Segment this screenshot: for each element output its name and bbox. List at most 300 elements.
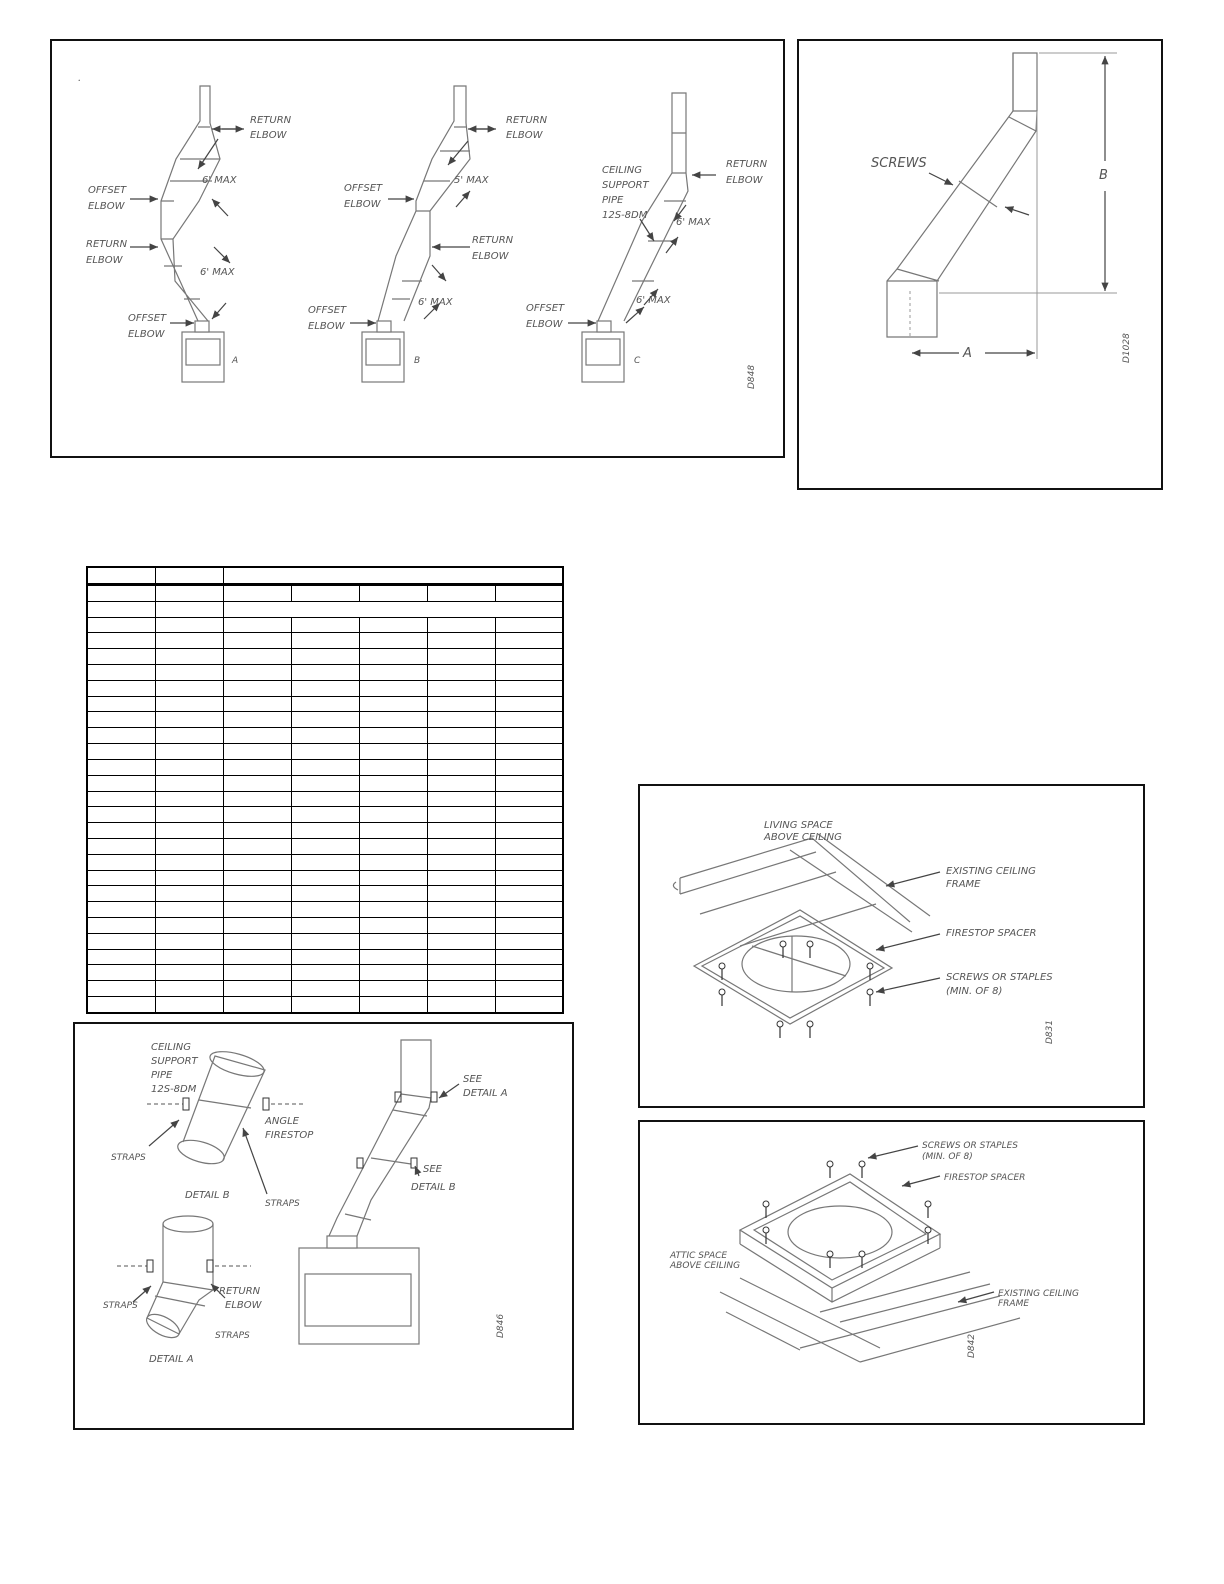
table-cell xyxy=(427,854,495,870)
table-cell xyxy=(495,728,563,744)
table-row xyxy=(87,584,563,601)
table-cell xyxy=(359,918,427,934)
label-detail-b: DETAIL B xyxy=(185,1190,230,1201)
table-cell xyxy=(359,965,427,981)
table-cell xyxy=(427,728,495,744)
label-existing-frame-living: EXISTING CEILING xyxy=(946,866,1036,877)
table-cell xyxy=(223,807,291,823)
table-cell xyxy=(291,918,359,934)
table-cell xyxy=(155,617,223,633)
table-cell xyxy=(495,918,563,934)
table-cell xyxy=(87,633,155,649)
label-firestop-spacer-attic: FIRESTOP SPACER xyxy=(944,1173,1026,1183)
config-b xyxy=(308,86,548,382)
table-cell xyxy=(359,854,427,870)
table-cell xyxy=(359,744,427,760)
table-cell xyxy=(359,696,427,712)
label-offset-elbow-c: OFFSET xyxy=(526,303,565,314)
table-row xyxy=(87,775,563,791)
table-cell xyxy=(291,854,359,870)
label-existing-frame-attic: EXISTING CEILING xyxy=(998,1289,1079,1299)
table-cell xyxy=(223,918,291,934)
table-row xyxy=(87,680,563,696)
label-six-max-b: 6' MAX xyxy=(418,297,453,308)
table-cell xyxy=(291,680,359,696)
table-cell xyxy=(495,665,563,681)
svg-text:FRAME: FRAME xyxy=(946,879,981,890)
table-cell xyxy=(155,870,223,886)
offset-dims-svg xyxy=(799,41,1165,492)
label-return-elbow-c: RETURN xyxy=(726,159,768,170)
table-cell xyxy=(155,902,223,918)
table-cell xyxy=(87,886,155,902)
table-cell xyxy=(495,791,563,807)
table-cell xyxy=(87,601,155,617)
svg-text:DETAIL B: DETAIL B xyxy=(411,1182,456,1193)
table-cell xyxy=(359,759,427,775)
table-cell xyxy=(291,807,359,823)
table-cell xyxy=(359,886,427,902)
figure-firestop-attic xyxy=(638,1120,1145,1425)
table-cell xyxy=(87,680,155,696)
label-six-max-c-top: 6' MAX xyxy=(676,217,711,228)
label-return-elbow-b-mid: RETURN xyxy=(472,235,514,246)
table-cell xyxy=(427,744,495,760)
table-cell xyxy=(155,823,223,839)
svg-text:12S-8DM: 12S-8DM xyxy=(602,210,648,221)
table-cell xyxy=(359,649,427,665)
label-config-b: B xyxy=(414,356,421,366)
table-cell xyxy=(155,949,223,965)
svg-text:ABOVE CEILING: ABOVE CEILING xyxy=(764,832,842,843)
table-cell xyxy=(359,633,427,649)
label-screws-attic: SCREWS OR STAPLES xyxy=(922,1141,1018,1151)
table-cell xyxy=(223,649,291,665)
table-cell xyxy=(495,886,563,902)
table-cell xyxy=(223,870,291,886)
label-ceiling-support-detail: CEILING xyxy=(151,1042,191,1053)
table-cell xyxy=(291,823,359,839)
svg-text:ELBOW: ELBOW xyxy=(344,199,381,210)
table-cell xyxy=(155,918,223,934)
table-row xyxy=(87,981,563,997)
table-cell xyxy=(359,823,427,839)
table-cell xyxy=(495,617,563,633)
table-cell xyxy=(291,902,359,918)
table-row xyxy=(87,728,563,744)
table-cell xyxy=(291,744,359,760)
table-cell xyxy=(223,854,291,870)
offset-diagram-svg xyxy=(52,41,787,460)
table-cell xyxy=(223,981,291,997)
table-cell xyxy=(427,981,495,997)
table-cell xyxy=(87,933,155,949)
label-living-space: LIVING SPACE xyxy=(764,820,833,831)
table-cell xyxy=(223,680,291,696)
table-cell xyxy=(155,633,223,649)
table-cell xyxy=(223,823,291,839)
label-straps-a-right: STRAPS xyxy=(215,1331,250,1341)
table-cell xyxy=(495,744,563,760)
svg-text:ELBOW: ELBOW xyxy=(88,201,125,212)
table-row xyxy=(87,997,563,1013)
table-cell xyxy=(87,949,155,965)
label-dim-b: B xyxy=(1099,168,1108,183)
table-cell xyxy=(223,791,291,807)
table-cell xyxy=(223,728,291,744)
table-cell xyxy=(495,870,563,886)
table-row xyxy=(87,567,563,584)
table-cell xyxy=(87,649,155,665)
table-cell xyxy=(155,649,223,665)
label-return-elbow-a-top: RETURN xyxy=(250,115,292,126)
table-cell xyxy=(427,680,495,696)
table-cell xyxy=(495,854,563,870)
table-row xyxy=(87,886,563,902)
table-cell xyxy=(427,997,495,1013)
table-cell xyxy=(495,584,563,601)
firestop-attic-svg xyxy=(640,1122,1147,1427)
svg-text:(MIN. OF 8): (MIN. OF 8) xyxy=(922,1152,973,1162)
svg-text:ELBOW: ELBOW xyxy=(472,251,509,262)
svg-text:SUPPORT: SUPPORT xyxy=(151,1056,198,1067)
table-cell xyxy=(427,791,495,807)
label-six-max-a-bottom: 6' MAX xyxy=(200,267,235,278)
table-cell xyxy=(223,838,291,854)
table-cell xyxy=(155,807,223,823)
table-cell xyxy=(495,633,563,649)
table-cell xyxy=(359,902,427,918)
table-row xyxy=(87,902,563,918)
table-cell xyxy=(291,775,359,791)
table-cell xyxy=(291,649,359,665)
code-d846: D846 xyxy=(496,1313,506,1338)
empty-data-table xyxy=(86,566,564,1014)
code-d1028: D1028 xyxy=(1122,333,1132,363)
table-row xyxy=(87,823,563,839)
table-cell xyxy=(495,838,563,854)
svg-text:ELBOW: ELBOW xyxy=(225,1300,262,1311)
table-cell xyxy=(87,728,155,744)
table-row xyxy=(87,870,563,886)
table-cell xyxy=(427,665,495,681)
table-row xyxy=(87,965,563,981)
table-cell xyxy=(359,807,427,823)
svg-text:ELBOW: ELBOW xyxy=(726,175,763,186)
table-cell xyxy=(495,712,563,728)
table-cell xyxy=(359,680,427,696)
table-row xyxy=(87,918,563,934)
figure-strap-details xyxy=(73,1022,574,1430)
table-cell xyxy=(291,965,359,981)
table-cell xyxy=(87,997,155,1013)
table-cell xyxy=(223,696,291,712)
label-five-max-b: 5' MAX xyxy=(454,175,489,186)
table-cell xyxy=(359,949,427,965)
table-cell xyxy=(155,933,223,949)
table-cell xyxy=(291,949,359,965)
label-offset-elbow-a-top: OFFSET xyxy=(88,185,127,196)
table-cell xyxy=(291,617,359,633)
table-cell xyxy=(427,649,495,665)
firestop-living-svg xyxy=(640,786,1147,1110)
svg-text:ELBOW: ELBOW xyxy=(86,255,123,266)
table-cell xyxy=(155,665,223,681)
table-row xyxy=(87,649,563,665)
table-cell xyxy=(427,807,495,823)
figure-firestop-living xyxy=(638,784,1145,1108)
table-cell xyxy=(87,712,155,728)
table-cell xyxy=(87,823,155,839)
table-cell xyxy=(291,665,359,681)
table-cell xyxy=(155,965,223,981)
table-cell xyxy=(427,886,495,902)
table-cell xyxy=(291,838,359,854)
table-cell xyxy=(291,886,359,902)
table-cell xyxy=(223,617,291,633)
table-cell xyxy=(359,838,427,854)
label-screws-living: SCREWS OR STAPLES xyxy=(946,972,1053,983)
table-cell xyxy=(87,791,155,807)
table-cell xyxy=(155,997,223,1013)
table-cell xyxy=(427,838,495,854)
table-cell xyxy=(427,823,495,839)
table-cell xyxy=(223,633,291,649)
table-cell xyxy=(155,886,223,902)
label-straps-b-left: STRAPS xyxy=(111,1153,146,1163)
table-cell xyxy=(87,567,155,584)
table-cell xyxy=(155,744,223,760)
table-row xyxy=(87,759,563,775)
table-cell xyxy=(223,997,291,1013)
table-cell xyxy=(359,728,427,744)
table-cell xyxy=(359,665,427,681)
svg-text:ELBOW: ELBOW xyxy=(308,321,345,332)
table-cell xyxy=(223,886,291,902)
table-cell xyxy=(87,838,155,854)
table-row xyxy=(87,933,563,949)
table-cell xyxy=(359,933,427,949)
label-screws: SCREWS xyxy=(871,156,927,171)
label-return-elbow-detail: RETURN xyxy=(219,1286,261,1297)
table-cell xyxy=(87,902,155,918)
table-cell xyxy=(359,997,427,1013)
table-cell xyxy=(155,601,223,617)
label-detail-a: DETAIL A xyxy=(149,1354,194,1365)
label-straps-b-right: STRAPS xyxy=(265,1199,300,1209)
table-cell xyxy=(291,584,359,601)
table-cell xyxy=(427,617,495,633)
table-cell xyxy=(155,728,223,744)
table-cell xyxy=(87,965,155,981)
svg-text:(MIN. OF 8): (MIN. OF 8) xyxy=(946,986,1003,997)
table-cell xyxy=(427,902,495,918)
detail-a xyxy=(103,1216,263,1365)
table-cell xyxy=(495,696,563,712)
svg-text:SUPPORT: SUPPORT xyxy=(602,180,649,191)
table-cell xyxy=(87,775,155,791)
svg-text:PIPE: PIPE xyxy=(602,195,624,206)
svg-text:12S-8DM: 12S-8DM xyxy=(151,1084,197,1095)
table-cell xyxy=(427,949,495,965)
table-cell xyxy=(427,918,495,934)
label-offset-elbow-b-bottom: OFFSET xyxy=(308,305,347,316)
label-return-elbow-a-mid: RETURN xyxy=(86,239,128,250)
table-cell xyxy=(87,854,155,870)
table-cell xyxy=(223,949,291,965)
table-cell xyxy=(291,728,359,744)
table-cell xyxy=(155,567,223,584)
table-cell xyxy=(291,981,359,997)
table-cell xyxy=(291,759,359,775)
table-cell xyxy=(359,617,427,633)
table-row xyxy=(87,665,563,681)
table-row xyxy=(87,854,563,870)
table-cell xyxy=(495,823,563,839)
table-cell xyxy=(495,997,563,1013)
label-firestop-spacer-living: FIRESTOP SPACER xyxy=(946,928,1037,939)
table-row xyxy=(87,601,563,617)
table-cell xyxy=(87,665,155,681)
table-cell xyxy=(223,965,291,981)
table-cell xyxy=(155,791,223,807)
table-cell xyxy=(495,807,563,823)
table-cell xyxy=(291,633,359,649)
table-cell xyxy=(359,981,427,997)
label-six-max-c-bottom: 6' MAX xyxy=(636,295,671,306)
table-cell xyxy=(155,584,223,601)
table-cell xyxy=(427,933,495,949)
table-cell xyxy=(223,665,291,681)
detail-b xyxy=(111,1042,314,1209)
table-cell xyxy=(359,870,427,886)
svg-text:ELBOW: ELBOW xyxy=(250,130,287,141)
table-cell xyxy=(87,744,155,760)
table-row xyxy=(87,744,563,760)
table-cell xyxy=(155,696,223,712)
table-cell xyxy=(155,981,223,997)
label-see-detail-b: SEE xyxy=(423,1164,442,1175)
table-cell xyxy=(223,601,563,617)
table-cell xyxy=(495,933,563,949)
table-cell xyxy=(427,696,495,712)
svg-text:FRAME: FRAME xyxy=(998,1299,1030,1309)
table-cell xyxy=(223,584,291,601)
table-cell xyxy=(87,981,155,997)
table-cell xyxy=(427,965,495,981)
config-c xyxy=(526,93,768,382)
table-row xyxy=(87,633,563,649)
code-d831: D831 xyxy=(1045,1019,1055,1044)
label-see-detail-a: SEE xyxy=(463,1074,482,1085)
table-cell xyxy=(291,997,359,1013)
label-dim-a: A xyxy=(963,346,972,361)
stray-dot: . xyxy=(78,73,82,84)
table-cell xyxy=(291,696,359,712)
table-cell xyxy=(495,902,563,918)
svg-text:ELBOW: ELBOW xyxy=(506,130,543,141)
svg-text:ELBOW: ELBOW xyxy=(128,329,165,340)
table-cell xyxy=(87,584,155,601)
table-cell xyxy=(223,775,291,791)
label-attic-space: ATTIC SPACE xyxy=(670,1251,728,1261)
table-cell xyxy=(427,759,495,775)
table-row xyxy=(87,617,563,633)
detail-assembly xyxy=(299,1040,508,1344)
table-cell xyxy=(495,680,563,696)
table-cell xyxy=(427,870,495,886)
table-row xyxy=(87,712,563,728)
table-cell xyxy=(495,775,563,791)
table-cell xyxy=(155,775,223,791)
table-cell xyxy=(223,712,291,728)
label-config-c: C xyxy=(634,356,641,366)
table-cell xyxy=(495,649,563,665)
table-cell xyxy=(87,617,155,633)
table-row xyxy=(87,949,563,965)
table-cell xyxy=(223,933,291,949)
table-cell xyxy=(359,712,427,728)
details-svg xyxy=(75,1024,576,1432)
table-cell xyxy=(155,712,223,728)
table-cell xyxy=(155,680,223,696)
label-straps-a-left: STRAPS xyxy=(103,1301,138,1311)
code-d848: D848 xyxy=(747,364,757,389)
figure-offset-dimensions xyxy=(797,39,1163,490)
table-cell xyxy=(427,775,495,791)
table-cell xyxy=(427,712,495,728)
config-a xyxy=(86,86,292,382)
table-cell xyxy=(87,918,155,934)
label-return-elbow-b-top: RETURN xyxy=(506,115,548,126)
table-row xyxy=(87,696,563,712)
table-cell xyxy=(291,870,359,886)
svg-text:DETAIL A: DETAIL A xyxy=(463,1088,508,1099)
label-angle-firestop: ANGLE xyxy=(265,1116,299,1127)
svg-text:ABOVE CEILING: ABOVE CEILING xyxy=(670,1261,741,1271)
table-cell xyxy=(87,807,155,823)
code-d842: D842 xyxy=(967,1333,977,1358)
table-cell xyxy=(155,854,223,870)
svg-text:ELBOW: ELBOW xyxy=(526,319,563,330)
table-cell xyxy=(359,791,427,807)
label-offset-elbow-b-top: OFFSET xyxy=(344,183,383,194)
table-cell xyxy=(155,838,223,854)
label-ceiling-support-c: CEILING xyxy=(602,165,642,176)
label-six-max-a-top: 6' MAX xyxy=(202,175,237,186)
label-config-a: A xyxy=(232,356,239,366)
table-cell xyxy=(87,870,155,886)
table-row xyxy=(87,791,563,807)
table-cell xyxy=(359,775,427,791)
table-cell xyxy=(427,584,495,601)
table-row xyxy=(87,838,563,854)
svg-text:FIRESTOP: FIRESTOP xyxy=(265,1130,314,1141)
table-cell xyxy=(427,633,495,649)
svg-text:PIPE: PIPE xyxy=(151,1070,173,1081)
table-cell xyxy=(291,791,359,807)
table-cell xyxy=(495,759,563,775)
figure-offset-configurations xyxy=(50,39,785,458)
table-cell xyxy=(223,902,291,918)
table-cell xyxy=(223,567,563,584)
table-cell xyxy=(223,744,291,760)
table-cell xyxy=(291,712,359,728)
table-cell xyxy=(495,981,563,997)
label-offset-elbow-a-bottom: OFFSET xyxy=(128,313,167,324)
table-cell xyxy=(87,759,155,775)
table-row xyxy=(87,807,563,823)
